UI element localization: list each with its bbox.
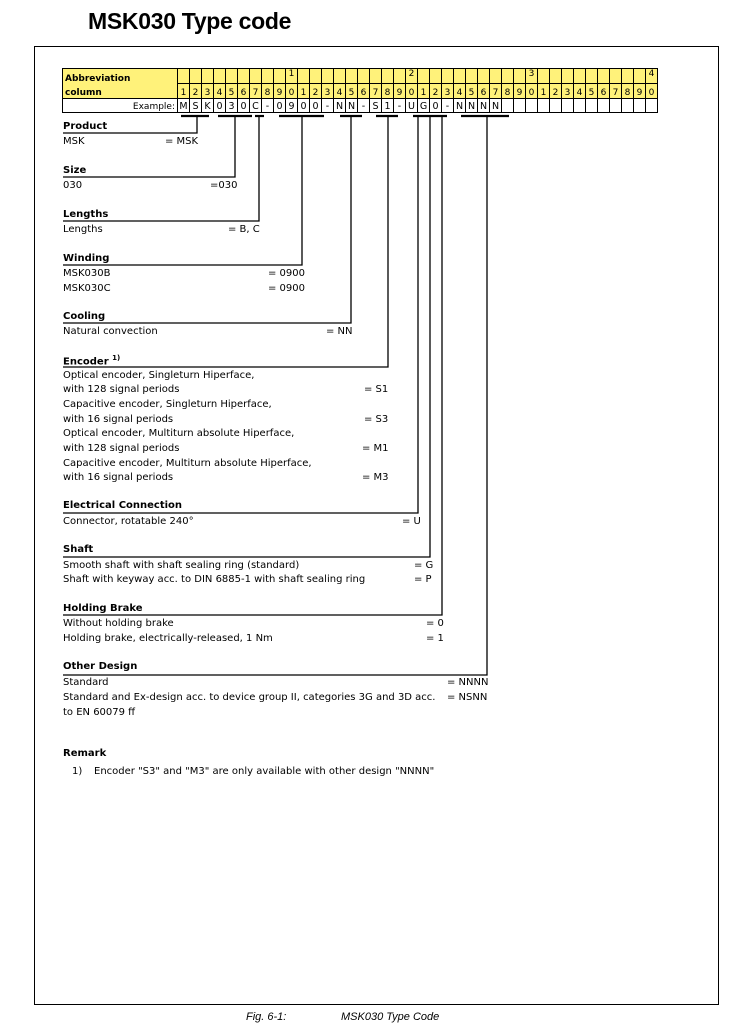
example-code-cell: 3 xyxy=(226,99,238,113)
page-title: MSK030 Type code xyxy=(88,8,292,34)
shaft-p-value: = P xyxy=(414,574,432,585)
figure-caption-label: Fig. 6-1: xyxy=(246,1011,287,1023)
column-ones-digit: 3 xyxy=(442,84,454,99)
example-code-cell: N xyxy=(490,99,502,113)
encoder-s3-line1: Capacitive encoder, Singleturn Hiperface, xyxy=(63,399,272,410)
example-code-cell: - xyxy=(262,99,274,113)
column-ones-digit: 2 xyxy=(310,84,322,99)
other-nsnn-label: Standard and Ex-design acc. to device group II, categories 3G and 3D acc. xyxy=(63,692,436,703)
column-ones-digit: 5 xyxy=(226,84,238,99)
shaft-g-label: Smooth shaft with shaft sealing ring (standard) xyxy=(63,560,300,571)
winding-label-b: MSK030B xyxy=(63,268,111,279)
column-ones-digit: 5 xyxy=(346,84,358,99)
column-ones-digit: 8 xyxy=(382,84,394,99)
shaft-p-label: Shaft with keyway acc. to DIN 6885-1 with shaft sealing ring xyxy=(63,574,366,585)
example-code-cell: - xyxy=(358,99,370,113)
section-title-encoder xyxy=(63,354,120,367)
brake-0-value: = 0 xyxy=(426,618,444,629)
example-code-cell: - xyxy=(322,99,334,113)
column-ones-digit: 3 xyxy=(322,84,334,99)
electrical-label: Connector, rotatable 240° xyxy=(63,516,194,527)
cooling-label: Natural convection xyxy=(63,326,158,337)
column-header: column xyxy=(63,84,178,99)
brake-1-label: Holding brake, electrically-released, 1 Nm xyxy=(63,633,273,644)
section-title-product: Product xyxy=(63,121,108,132)
brake-1-value: = 1 xyxy=(426,633,444,644)
column-ones-digit: 1 xyxy=(418,84,430,99)
cooling-value: = NN xyxy=(326,326,353,337)
column-ones-digit: 6 xyxy=(358,84,370,99)
electrical-value: = U xyxy=(402,516,421,527)
example-code-cell: G xyxy=(418,99,430,113)
column-ones-digit: 4 xyxy=(334,84,346,99)
abbreviation-header: Abbreviation xyxy=(63,69,178,84)
example-code-cell: 0 xyxy=(214,99,226,113)
example-code-cell: K xyxy=(202,99,214,113)
column-ones-digit: 4 xyxy=(574,84,586,99)
encoder-m1-value: = M1 xyxy=(362,443,389,454)
column-tens-digit: 3 xyxy=(526,69,538,84)
example-code-cell: 0 xyxy=(298,99,310,113)
example-code-cell: N xyxy=(346,99,358,113)
example-code-cell: N xyxy=(454,99,466,113)
brake-0-label: Without holding brake xyxy=(63,618,174,629)
encoder-title-text: Encoder xyxy=(63,356,109,368)
column-ones-digit: 0 xyxy=(286,84,298,99)
column-ones-digit: 5 xyxy=(586,84,598,99)
column-ones-digit: 9 xyxy=(394,84,406,99)
section-title-other-design: Other Design xyxy=(63,661,138,672)
section-title-winding: Winding xyxy=(63,253,110,264)
column-ones-digit: 5 xyxy=(466,84,478,99)
size-value: =030 xyxy=(210,180,238,191)
product-value: = MSK xyxy=(165,136,199,147)
encoder-m3-line2: with 16 signal periods xyxy=(63,472,174,483)
example-code-cell: 0 xyxy=(430,99,442,113)
encoder-s1-line2: with 128 signal periods xyxy=(63,384,180,395)
example-code-cell: 9 xyxy=(286,99,298,113)
column-ones-digit: 3 xyxy=(202,84,214,99)
size-label: 030 xyxy=(63,180,83,191)
lengths-value: = B, C xyxy=(228,224,260,235)
remark-number: 1) xyxy=(72,766,83,777)
encoder-s1-line1: Optical encoder, Singleturn Hiperface, xyxy=(63,370,255,381)
column-ones-digit: 2 xyxy=(190,84,202,99)
other-nnnn-value: = NNNN xyxy=(447,677,489,688)
encoder-s3-line2: with 16 signal periods xyxy=(63,414,174,425)
encoder-m1-line2: with 128 signal periods xyxy=(63,443,180,454)
example-code-cell: S xyxy=(370,99,382,113)
example-code-cell: U xyxy=(406,99,418,113)
remark-title: Remark xyxy=(63,748,107,759)
column-ones-digit: 9 xyxy=(274,84,286,99)
column-ones-digit: 8 xyxy=(502,84,514,99)
column-ones-digit: 1 xyxy=(538,84,550,99)
other-nsnn-label-line2: to EN 60079 ff xyxy=(63,707,136,718)
remark-text: Encoder "S3" and "M3" are only available with other design "NNNN" xyxy=(94,766,435,777)
section-title-cooling: Cooling xyxy=(63,311,106,322)
product-label: MSK xyxy=(63,136,85,147)
example-code-cell: 0 xyxy=(310,99,322,113)
section-title-shaft: Shaft xyxy=(63,544,94,555)
column-ones-digit: 8 xyxy=(622,84,634,99)
column-ones-digit: 3 xyxy=(562,84,574,99)
example-code-cell: N xyxy=(466,99,478,113)
example-code-cell: 1 xyxy=(382,99,394,113)
example-label: Example: xyxy=(63,99,178,113)
column-ones-digit: 7 xyxy=(610,84,622,99)
column-ones-digit: 6 xyxy=(238,84,250,99)
encoder-m3-line1: Capacitive encoder, Multiturn absolute Hiperface, xyxy=(63,458,312,469)
column-ones-digit: 2 xyxy=(430,84,442,99)
example-code-cell: 0 xyxy=(274,99,286,113)
encoder-s1-value: = S1 xyxy=(364,384,389,395)
column-ones-digit: 9 xyxy=(634,84,646,99)
column-ones-digit: 7 xyxy=(490,84,502,99)
column-tens-digit: 1 xyxy=(286,69,298,84)
example-code-cell: - xyxy=(394,99,406,113)
column-ones-digit: 4 xyxy=(454,84,466,99)
column-ones-digit: 7 xyxy=(250,84,262,99)
winding-value-b: = 0900 xyxy=(268,268,306,279)
column-ones-digit: 0 xyxy=(646,84,658,99)
example-code-cell: - xyxy=(442,99,454,113)
column-ones-digit: 7 xyxy=(370,84,382,99)
section-title-electrical-connection: Electrical Connection xyxy=(63,500,183,511)
example-code-cell: N xyxy=(478,99,490,113)
column-ones-digit: 0 xyxy=(526,84,538,99)
example-code-cell: C xyxy=(250,99,262,113)
column-ones-digit: 0 xyxy=(406,84,418,99)
column-tens-digit: 4 xyxy=(646,69,658,84)
column-ones-digit: 2 xyxy=(550,84,562,99)
lengths-label: Lengths xyxy=(63,224,103,235)
column-ones-digit: 4 xyxy=(214,84,226,99)
encoder-s3-value: = S3 xyxy=(364,414,389,425)
other-nnnn-label: Standard xyxy=(63,677,109,688)
shaft-g-value: = G xyxy=(414,560,434,571)
column-tens-digit: 2 xyxy=(406,69,418,84)
column-ones-digit: 1 xyxy=(178,84,190,99)
section-title-size: Size xyxy=(63,165,87,176)
example-code-cell: M xyxy=(178,99,190,113)
encoder-m1-line1: Optical encoder, Multiturn absolute Hiperface, xyxy=(63,428,295,439)
section-title-lengths: Lengths xyxy=(63,209,109,220)
figure-caption-text: MSK030 Type Code xyxy=(341,1011,440,1023)
column-ones-digit: 8 xyxy=(262,84,274,99)
column-ones-digit: 9 xyxy=(514,84,526,99)
other-nsnn-value: = NSNN xyxy=(447,692,488,703)
column-ones-digit: 6 xyxy=(478,84,490,99)
example-code-cell: N xyxy=(334,99,346,113)
example-code-cell: 0 xyxy=(238,99,250,113)
example-code-cell: S xyxy=(190,99,202,113)
section-title-holding-brake: Holding Brake xyxy=(63,603,143,614)
column-ones-digit: 6 xyxy=(598,84,610,99)
winding-value-c: = 0900 xyxy=(268,283,306,294)
encoder-m3-value: = M3 xyxy=(362,472,389,483)
winding-label-c: MSK030C xyxy=(63,283,111,294)
encoder-footnote-mark: 1) xyxy=(112,354,121,362)
column-ones-digit: 1 xyxy=(298,84,310,99)
